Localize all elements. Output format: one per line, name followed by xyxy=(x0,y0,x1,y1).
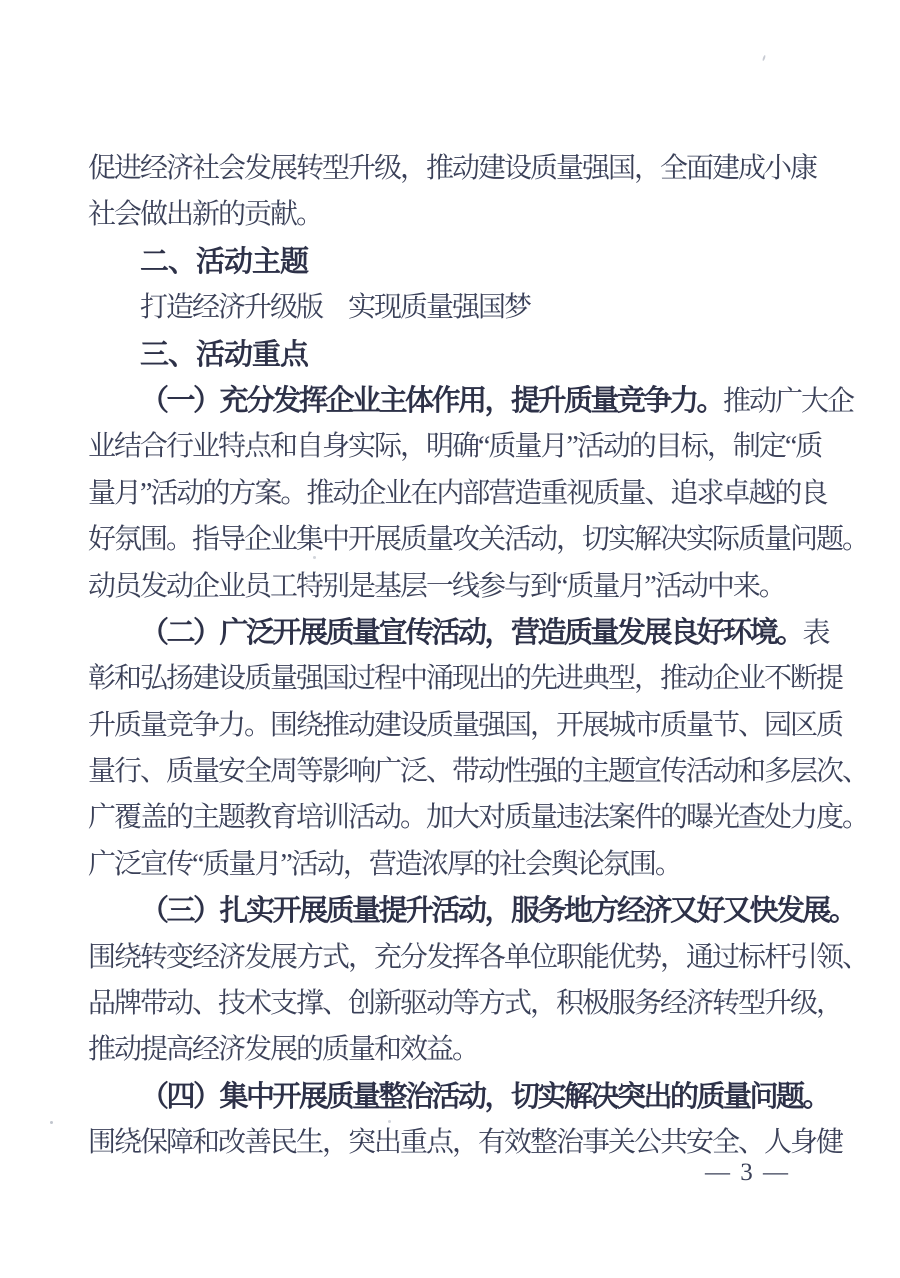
text-line xyxy=(88,1027,814,1073)
body-text: 广覆盖的主题教育培训活动。加大对质量违法案件的曝光查处力度。 xyxy=(88,802,869,834)
bold-lead-text: （三）扎实开展质量提升活动，服务地方经济又好又快发展。 xyxy=(140,895,856,928)
body-text: 围绕转变经济发展方式，充分发挥各单位职能优势，通过标杆引领、 xyxy=(88,941,869,973)
section-heading xyxy=(88,332,814,378)
text-line xyxy=(88,888,856,934)
text-line xyxy=(88,981,843,1027)
document-body xyxy=(88,146,869,1167)
body-text: 动员发动企业员工特别是基层一线参与到“质量月”活动中来。 xyxy=(88,570,785,602)
body-text: 彰和弘扬建设质量强国过程中涌现出的先进典型，推动企业不断提 xyxy=(88,663,843,695)
body-text: 业结合行业特点和自身实际，明确“质量月”活动的目标，制定“质 xyxy=(88,431,822,463)
section-heading xyxy=(88,239,814,285)
body-text: 好氛围。指导企业集中开展质量攻关活动，切实解决实际质量问题。 xyxy=(88,524,869,556)
text-line xyxy=(88,749,869,795)
body-text: 社会做出新的贡献。 xyxy=(88,199,323,231)
text-line xyxy=(88,656,843,702)
theme-line xyxy=(88,285,814,331)
text-line xyxy=(88,471,827,517)
bold-lead-text: （四）集中开展质量整治活动，切实解决突出的质量问题。 xyxy=(140,1080,830,1113)
heading-text: 二、活动主题 xyxy=(140,245,309,278)
text-line xyxy=(88,378,854,424)
page-number: — 3 — xyxy=(705,1159,790,1186)
bold-lead-text: （二）广泛开展质量宣传活动，营造质量发展良好环境。 xyxy=(140,616,803,649)
body-text: 围绕保障和改善民生，突出重点，有效整治事关公共安全、人身健 xyxy=(88,1127,843,1159)
body-text: 推动广大企 xyxy=(723,385,854,417)
body-text: 推动提高经济发展的质量和效益。 xyxy=(88,1034,479,1066)
text-line xyxy=(88,842,814,888)
text-line xyxy=(88,517,869,563)
bold-lead-text: （一）充分发挥企业主体作用，提升质量竞争力。 xyxy=(140,384,724,417)
body-text: 品牌带动、技术支撑、创新驱动等方式，积极服务经济转型升级， xyxy=(88,988,843,1020)
text-line xyxy=(88,192,814,238)
text-line xyxy=(88,564,814,610)
body-text: 升质量竞争力。围绕推动建设质量强国，开展城市质量节、园区质 xyxy=(88,709,843,741)
heading-text: 三、活动重点 xyxy=(140,338,309,371)
body-text: 广泛宣传“质量月”活动，营造浓厚的社会舆论氛围。 xyxy=(88,848,681,880)
text-line xyxy=(88,610,829,656)
text-line xyxy=(88,703,843,749)
body-text: 量行、质量安全周等影响广泛、带动性强的主题宣传活动和多层次、 xyxy=(88,756,869,788)
body-text: 表 xyxy=(802,617,829,649)
body-text: 量月”活动的方案。推动企业在内部营造重视质量、追求卓越的良 xyxy=(88,477,827,509)
body-text: 促进经济社会发展转型升级，推动建设质量强国，全面建成小康 xyxy=(88,153,817,184)
text-line xyxy=(88,424,822,470)
scan-speck xyxy=(762,55,766,61)
text-line xyxy=(88,1074,830,1120)
scan-speck xyxy=(50,1121,53,1124)
text-line xyxy=(88,795,869,841)
body-text: 打造经济升级版 实现质量强国梦 xyxy=(140,292,531,324)
text-line xyxy=(88,935,869,981)
text-line xyxy=(88,146,817,192)
